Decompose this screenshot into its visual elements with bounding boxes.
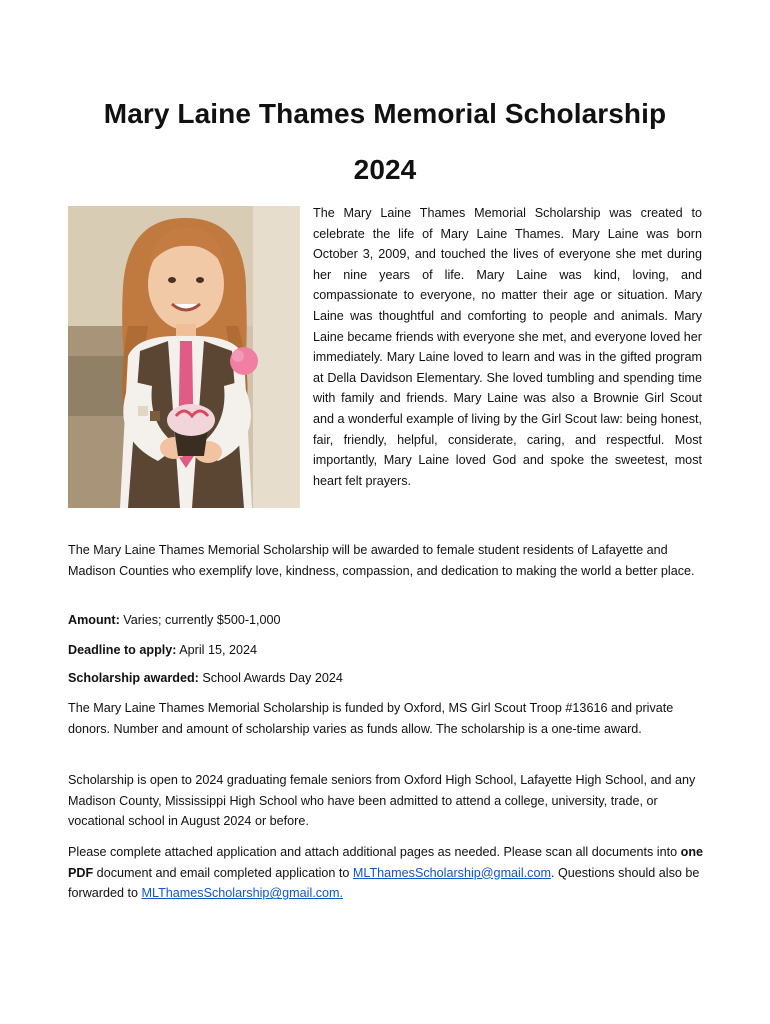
page-title-year: 2024 <box>353 154 417 185</box>
awarded-label: Scholarship awarded: <box>68 671 199 685</box>
amount-line <box>68 610 704 631</box>
award-paragraph: The Mary Laine Thames Memorial Scholarship will be awarded to female student residents of Lafayette and Madison Counties who exemplify love, kindness, compassion, and dedication to making the world a better place. <box>68 543 695 578</box>
deadline-value: April 15, 2024 <box>176 643 257 657</box>
email-link-questions[interactable]: MLThamesScholarship@gmail.com. <box>141 886 344 901</box>
deadline-line <box>68 640 704 661</box>
funding-paragraph: The Mary Laine Thames Memorial Scholarship is funded by Oxford, MS Girl Scout Troop #13616 and private donors. Number and amount of scholarship varies as funds allow. The scholarship is a one-time award. <box>68 701 674 736</box>
intro-paragraph: The Mary Laine Thames Memorial Scholarship was created to celebrate the life of Mary Laine Thames. Mary Laine was born October 3, 2009, and touched the lives of everyone she met during her nine years of life. Mary Laine was kind, loving, and compassionate to everyone, no matter their age or situation. Mary Laine was thoughtful and comforting to people and animals. Mary Laine became friends with everyone she met, and everyone loved her immediately. Mary Laine loved to learn and was in the gifted program at Della Davidson Elementary. She loved tumbling and spending time with family and friends. Mary Laine was also a Brownie Girl Scout and a wonderful example of living by the Girl Scout law: being honest, fair, friendly, helpful, considerate, caring, and respectful. Most importantly, Mary Laine loved God and spoke the sweetest, most heart felt prayers. <box>313 206 702 488</box>
apply-bold-text: one PDF <box>68 845 704 880</box>
application-paragraph <box>68 842 704 904</box>
amount-value: Varies; currently $500-1,000 <box>119 613 281 627</box>
deadline-label: Deadline to apply: <box>68 643 177 657</box>
amount-label: Amount: <box>68 613 120 627</box>
apply-text-2: document and email completed application to <box>93 865 353 880</box>
awarded-value: School Awards Day 2024 <box>198 671 343 685</box>
email-link-application[interactable]: MLThamesScholarship@gmail.com <box>352 865 551 880</box>
girl-scout-photo <box>68 206 300 508</box>
apply-text-3: . Questions should also be forwarded to <box>68 865 700 901</box>
awarded-line <box>68 668 704 689</box>
eligibility-paragraph: Scholarship is open to 2024 graduating female seniors from Oxford High School, Lafayette High School, and any Madison County, Mississippi High School who have been admitted to attend a college, university, trade, or vocational school in August 2024 or before. <box>68 773 696 829</box>
apply-text-1: Please complete attached application and attach additional pages as needed. Please scan all documents into <box>68 845 681 859</box>
page-title: Mary Laine Thames Memorial Scholarship <box>103 98 667 129</box>
photo-illustration <box>68 206 300 508</box>
